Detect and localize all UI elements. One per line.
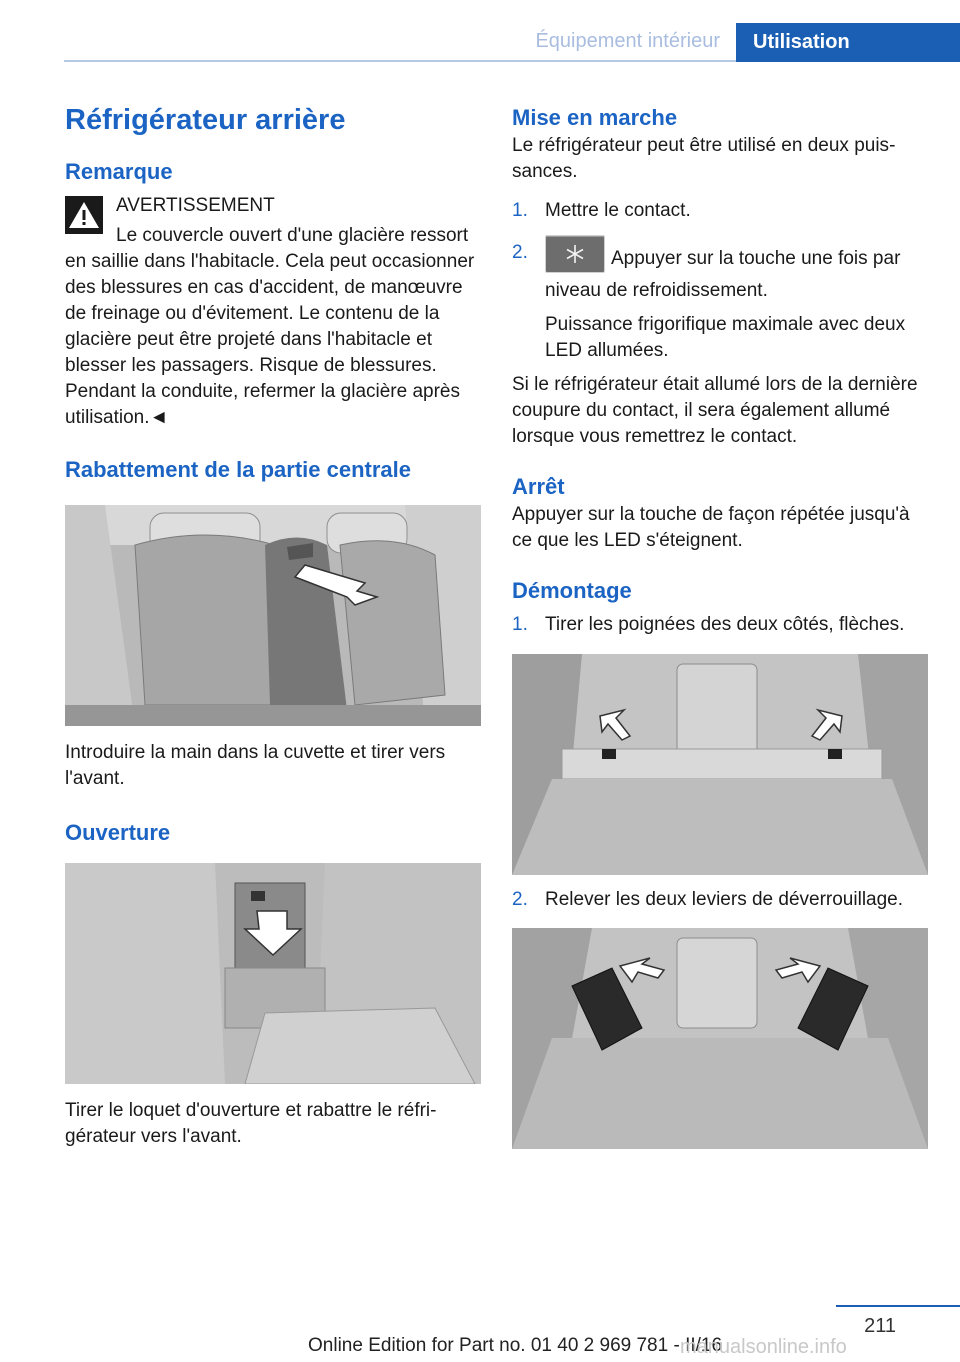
- snowflake-button-icon: [545, 235, 605, 273]
- stop-text: Appuyer sur la touche de façon répétée jusqu'à ce que les LED s'éteignent.: [512, 504, 910, 551]
- warning-text: Le couvercle ouvert d'une glacière ressort en saillie dans l'habitacle. Cela peut occasionner des blessures en cas d'accident, de manœuvre de freinage ou d'évitement. Le contenu de la glacière peut être projeté dans l'habitacle et blesser les passagers. Risque de blessures. Pendant la conduite, refermer la glacière après utilisation.◄: [65, 225, 475, 428]
- step-text: Appuyer sur la touche une fois par niveau de refroidissement.: [545, 248, 901, 301]
- page-title: Réfrigérateur arrière: [65, 104, 346, 136]
- header-section[interactable]: Équipement intérieur: [535, 30, 720, 52]
- fold-caption: Introduire la main dans la cuvette et tirer vers l'avant.: [65, 742, 446, 789]
- step-number: 2.: [512, 242, 528, 263]
- start-heading: Mise en marche: [512, 105, 678, 130]
- remove-steps: [512, 612, 928, 638]
- list-item: [512, 198, 928, 224]
- fold-heading: Rabattement de la partie centrale: [65, 457, 412, 482]
- stop-heading: Arrêt: [512, 474, 565, 499]
- cooler-opening-photo: [65, 863, 481, 1084]
- list-item: [512, 887, 928, 913]
- page-number: 211: [864, 1315, 896, 1337]
- step-text: Tirer les poignées des deux côtés, flèches.: [545, 614, 905, 635]
- remove-heading: Démontage: [512, 578, 632, 603]
- header-tab-active[interactable]: Utilisation: [736, 23, 960, 62]
- step-text: Mettre le contact.: [545, 200, 691, 221]
- list-item: [512, 612, 928, 638]
- remove-steps-2: [512, 887, 928, 913]
- step-text: Relever les deux leviers de déverrouillage.: [545, 889, 904, 910]
- warning-block: [65, 193, 481, 431]
- start-steps: [512, 198, 928, 304]
- edition-text: Online Edition for Part no. 01 40 2 969 781 - II/16: [308, 1335, 723, 1356]
- trunk-handles-photo: [512, 654, 928, 875]
- rear-seat-photo: [65, 505, 481, 726]
- list-item: [512, 240, 928, 304]
- warning-triangle-icon: [65, 196, 103, 234]
- start-intro: Le réfrigérateur peut être utilisé en deux puissances.: [512, 135, 896, 182]
- step-number: 2.: [512, 889, 528, 910]
- start-after: Si le réfrigérateur était allumé lors de la dernière coupure du contact, il sera également allumé lorsque vous remettrez le contact.: [512, 374, 918, 447]
- watermark: manualsonline.info: [680, 1336, 847, 1358]
- footer-rule: [836, 1305, 960, 1307]
- open-heading: Ouverture: [65, 820, 171, 845]
- open-caption: Tirer le loquet d'ouverture et rabattre le réfrigérateur vers l'avant.: [65, 1100, 437, 1147]
- remark-heading: Remarque: [65, 159, 173, 184]
- start-note: Puissance frigorifique maximale avec deux LED allumées.: [545, 314, 906, 361]
- left-column: [65, 100, 481, 1150]
- right-column: [512, 103, 928, 1149]
- warning-label: AVERTISSEMENT: [116, 195, 275, 216]
- step-number: 1.: [512, 200, 528, 221]
- release-levers-photo: [512, 928, 928, 1149]
- step-number: 1.: [512, 614, 528, 635]
